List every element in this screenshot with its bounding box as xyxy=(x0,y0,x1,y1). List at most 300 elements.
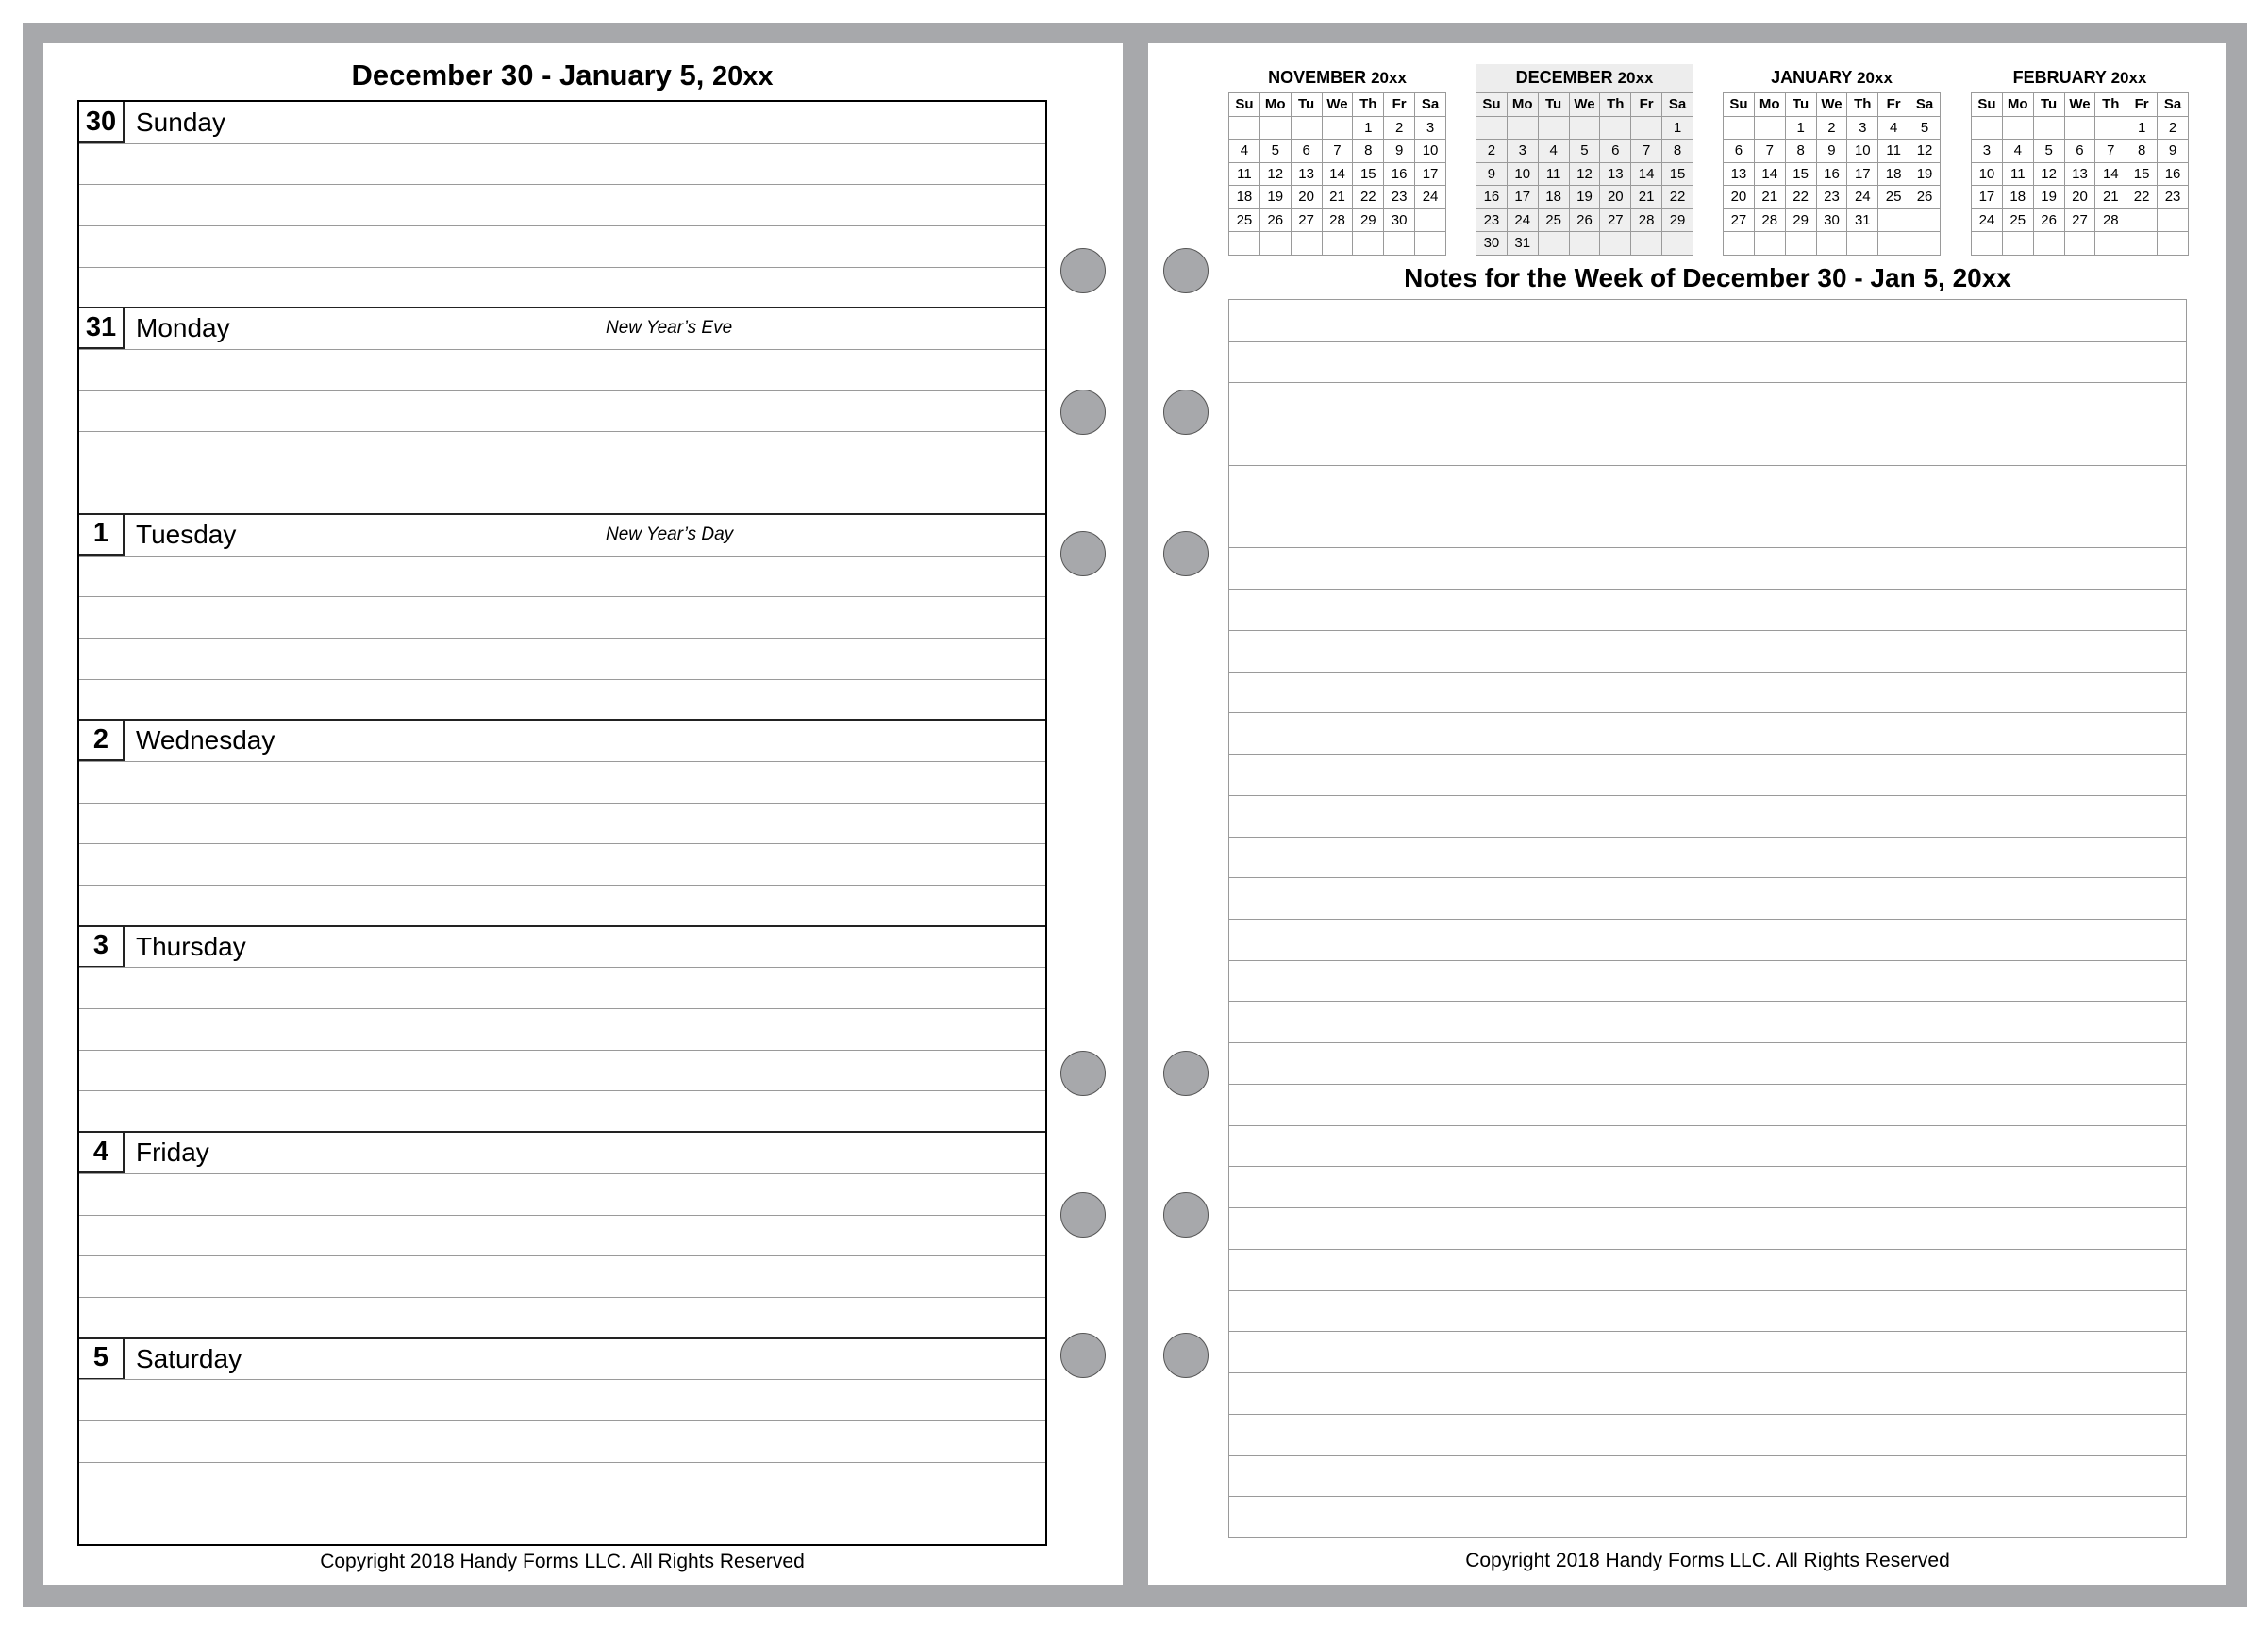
calendar-date-cell: 16 xyxy=(1816,162,1847,186)
calendar-date-cell: 18 xyxy=(1878,162,1909,186)
notes-line xyxy=(1229,672,2186,673)
writing-line xyxy=(79,143,1045,144)
calendar-date-cell xyxy=(2033,116,2064,140)
calendar-date-cell: 20 xyxy=(1600,186,1631,209)
calendar-date-cell: 1 xyxy=(1353,116,1384,140)
writing-line xyxy=(79,967,1045,968)
mini-calendar-month: FEBRUARY xyxy=(2012,68,2111,87)
notes-line xyxy=(1229,919,2186,920)
calendar-date-cell: 28 xyxy=(2095,208,2126,232)
calendar-date-cell: 23 xyxy=(1476,208,1508,232)
notes-line xyxy=(1229,1455,2186,1456)
calendar-date-cell: 27 xyxy=(1600,208,1631,232)
day-block[interactable] xyxy=(79,1132,1045,1337)
notes-line xyxy=(1229,589,2186,590)
calendar-date-cell: 22 xyxy=(1785,186,1816,209)
calendar-date-cell xyxy=(1909,208,1941,232)
calendar-date-cell xyxy=(1353,232,1384,256)
mini-calendar-month: JANUARY xyxy=(1771,68,1858,87)
calendar-date-cell: 4 xyxy=(1538,140,1569,163)
calendar-date-cell: 26 xyxy=(1909,186,1941,209)
mini-calendar-grid xyxy=(1476,92,1693,256)
calendar-date-cell: 27 xyxy=(1291,208,1322,232)
calendar-date-cell xyxy=(1909,232,1941,256)
calendar-date-cell: 21 xyxy=(1754,186,1785,209)
calendar-date-cell: 24 xyxy=(1415,186,1446,209)
day-block[interactable] xyxy=(79,720,1045,925)
weekday-header: Tu xyxy=(1785,93,1816,117)
calendar-date-cell: 7 xyxy=(1631,140,1662,163)
weekday-header: Tu xyxy=(1291,93,1322,117)
writing-line xyxy=(79,1462,1045,1463)
calendar-date-cell: 9 xyxy=(2158,140,2189,163)
calendar-date-cell: 6 xyxy=(1291,140,1322,163)
writing-line xyxy=(79,803,1045,804)
calendar-date-cell xyxy=(1291,232,1322,256)
ring-hole-icon xyxy=(1060,248,1106,293)
notes-line xyxy=(1229,754,2186,755)
calendar-date-cell: 31 xyxy=(1507,232,1538,256)
calendar-date-cell: 19 xyxy=(2033,186,2064,209)
mini-calendar-year: 20xx xyxy=(1371,69,1407,87)
day-number: 4 xyxy=(79,1132,125,1173)
calendar-date-cell: 26 xyxy=(2033,208,2064,232)
weekday-header: Su xyxy=(1972,93,2003,117)
mini-calendar-year: 20xx xyxy=(2110,69,2147,87)
notes-lined-area[interactable] xyxy=(1228,299,2187,1538)
notes-line xyxy=(1229,960,2186,961)
mini-calendar xyxy=(1723,64,1941,256)
calendar-date-cell xyxy=(2002,232,2033,256)
writing-line xyxy=(79,267,1045,268)
calendar-date-cell: 15 xyxy=(1662,162,1693,186)
calendar-date-cell: 1 xyxy=(2126,116,2158,140)
day-divider xyxy=(79,719,1045,721)
calendar-date-cell: 16 xyxy=(1476,186,1508,209)
calendar-date-cell: 29 xyxy=(1785,208,1816,232)
day-block[interactable] xyxy=(79,514,1045,720)
writing-line xyxy=(79,431,1045,432)
mini-calendar-grid xyxy=(1228,92,1446,256)
ring-hole-icon xyxy=(1163,248,1209,293)
calendar-date-cell: 5 xyxy=(1259,140,1291,163)
calendar-date-cell: 5 xyxy=(1569,140,1600,163)
weekday-header: Fr xyxy=(2126,93,2158,117)
calendar-date-cell xyxy=(2158,232,2189,256)
ring-hole-icon xyxy=(1060,1051,1106,1096)
weekday-header: Fr xyxy=(1878,93,1909,117)
calendar-date-cell: 15 xyxy=(1785,162,1816,186)
calendar-date-cell: 7 xyxy=(2095,140,2126,163)
calendar-date-cell: 17 xyxy=(1972,186,2003,209)
day-number: 3 xyxy=(79,926,125,968)
calendar-date-cell: 12 xyxy=(1569,162,1600,186)
calendar-date-cell: 12 xyxy=(1259,162,1291,186)
calendar-date-cell: 28 xyxy=(1631,208,1662,232)
day-divider xyxy=(79,513,1045,515)
calendar-date-cell: 29 xyxy=(1662,208,1693,232)
writing-line xyxy=(79,349,1045,350)
calendar-date-cell: 18 xyxy=(1538,186,1569,209)
calendar-date-cell: 11 xyxy=(1878,140,1909,163)
weekday-header: Th xyxy=(1600,93,1631,117)
ring-hole-icon xyxy=(1163,1051,1209,1096)
calendar-date-cell: 17 xyxy=(1507,186,1538,209)
weekday-header: Su xyxy=(1229,93,1260,117)
calendar-date-cell: 14 xyxy=(1631,162,1662,186)
calendar-date-cell: 3 xyxy=(1847,116,1878,140)
calendar-date-cell xyxy=(1878,232,1909,256)
notes-line xyxy=(1229,1414,2186,1415)
day-divider xyxy=(79,1131,1045,1133)
weekday-header: Mo xyxy=(1259,93,1291,117)
mini-calendar-title xyxy=(1971,64,2189,92)
day-divider xyxy=(79,925,1045,927)
day-block[interactable] xyxy=(79,307,1045,513)
calendar-date-cell: 19 xyxy=(1569,186,1600,209)
ring-hole-icon xyxy=(1163,1192,1209,1238)
calendar-date-cell xyxy=(1507,116,1538,140)
calendar-date-cell xyxy=(2033,232,2064,256)
mini-calendar-year: 20xx xyxy=(1857,69,1893,87)
weekday-header: Sa xyxy=(1662,93,1693,117)
calendar-date-cell: 28 xyxy=(1754,208,1785,232)
calendar-date-cell: 3 xyxy=(1972,140,2003,163)
holiday-label: New Year’s Day xyxy=(606,523,734,544)
calendar-date-cell: 26 xyxy=(1569,208,1600,232)
calendar-date-cell: 19 xyxy=(1909,162,1941,186)
calendar-date-cell: 9 xyxy=(1384,140,1415,163)
notes-line xyxy=(1229,630,2186,631)
calendar-date-cell: 2 xyxy=(2158,116,2189,140)
weekday-header: Mo xyxy=(2002,93,2033,117)
calendar-date-cell: 14 xyxy=(2095,162,2126,186)
notes-line xyxy=(1229,341,2186,342)
day-block[interactable] xyxy=(79,1338,1045,1544)
calendar-date-cell: 25 xyxy=(1878,186,1909,209)
calendar-date-cell: 15 xyxy=(2126,162,2158,186)
calendar-date-cell: 20 xyxy=(2064,186,2095,209)
writing-line xyxy=(79,1255,1045,1256)
weekday-header: Fr xyxy=(1384,93,1415,117)
writing-line xyxy=(79,556,1045,557)
weekday-header: Th xyxy=(1353,93,1384,117)
calendar-date-cell: 29 xyxy=(1353,208,1384,232)
calendar-date-cell: 16 xyxy=(1384,162,1415,186)
calendar-date-cell: 6 xyxy=(1600,140,1631,163)
notes-line xyxy=(1229,1125,2186,1126)
calendar-date-cell: 12 xyxy=(1909,140,1941,163)
mini-calendar-year: 20xx xyxy=(1617,69,1654,87)
calendar-date-cell: 3 xyxy=(1507,140,1538,163)
day-name: Wednesday xyxy=(136,725,275,756)
calendar-date-cell: 13 xyxy=(1724,162,1755,186)
writing-line xyxy=(79,596,1045,597)
calendar-date-cell: 7 xyxy=(1322,140,1353,163)
writing-line xyxy=(79,843,1045,844)
mini-calendar-title xyxy=(1228,64,1446,92)
calendar-date-cell: 23 xyxy=(1384,186,1415,209)
calendar-date-cell: 13 xyxy=(1291,162,1322,186)
calendar-date-cell xyxy=(1972,116,2003,140)
calendar-date-cell: 22 xyxy=(1662,186,1693,209)
calendar-date-cell: 4 xyxy=(1878,116,1909,140)
calendar-date-cell xyxy=(1972,232,2003,256)
calendar-date-cell: 30 xyxy=(1816,208,1847,232)
mini-calendar xyxy=(1476,64,1693,256)
calendar-date-cell: 23 xyxy=(2158,186,2189,209)
calendar-date-cell: 9 xyxy=(1816,140,1847,163)
calendar-date-cell: 14 xyxy=(1322,162,1353,186)
writing-line xyxy=(79,1050,1045,1051)
calendar-date-cell: 28 xyxy=(1322,208,1353,232)
calendar-date-cell: 6 xyxy=(2064,140,2095,163)
calendar-date-cell xyxy=(1569,232,1600,256)
calendar-date-cell: 24 xyxy=(1972,208,2003,232)
calendar-date-cell: 2 xyxy=(1816,116,1847,140)
weekday-header: We xyxy=(2064,93,2095,117)
notes-line xyxy=(1229,1042,2186,1043)
calendar-date-cell xyxy=(1662,232,1693,256)
weekday-header: Sa xyxy=(2158,93,2189,117)
ring-hole-icon xyxy=(1163,1333,1209,1378)
day-divider xyxy=(79,307,1045,308)
calendar-date-cell xyxy=(2126,208,2158,232)
weekday-header: Tu xyxy=(2033,93,2064,117)
weekday-header: We xyxy=(1816,93,1847,117)
ring-hole-icon xyxy=(1163,531,1209,576)
week-title xyxy=(77,58,1047,93)
calendar-date-cell: 9 xyxy=(1476,162,1508,186)
day-number: 5 xyxy=(79,1338,125,1380)
calendar-date-cell xyxy=(1724,116,1755,140)
calendar-date-cell: 30 xyxy=(1384,208,1415,232)
notes-line xyxy=(1229,465,2186,466)
calendar-date-cell: 17 xyxy=(1847,162,1878,186)
day-number: 31 xyxy=(79,307,125,349)
calendar-date-cell xyxy=(1322,232,1353,256)
weekday-header: Mo xyxy=(1507,93,1538,117)
calendar-date-cell xyxy=(2095,116,2126,140)
calendar-date-cell: 25 xyxy=(1229,208,1260,232)
mini-calendar-month: DECEMBER xyxy=(1515,68,1618,87)
calendar-date-cell xyxy=(2064,232,2095,256)
calendar-date-cell: 12 xyxy=(2033,162,2064,186)
calendar-date-cell xyxy=(1847,232,1878,256)
writing-line xyxy=(79,1008,1045,1009)
calendar-date-cell: 8 xyxy=(1353,140,1384,163)
calendar-date-cell: 18 xyxy=(2002,186,2033,209)
notes-line xyxy=(1229,1001,2186,1002)
calendar-date-cell xyxy=(2002,116,2033,140)
writing-line xyxy=(79,638,1045,639)
calendar-date-cell: 10 xyxy=(1415,140,1446,163)
writing-line xyxy=(79,1090,1045,1091)
weekday-header: Th xyxy=(1847,93,1878,117)
writing-line xyxy=(79,1297,1045,1298)
writing-line xyxy=(79,1379,1045,1380)
calendar-date-cell: 1 xyxy=(1662,116,1693,140)
weekday-header: Sa xyxy=(1909,93,1941,117)
calendar-date-cell: 22 xyxy=(1353,186,1384,209)
calendar-date-cell: 13 xyxy=(1600,162,1631,186)
weekday-header: Fr xyxy=(1631,93,1662,117)
day-number: 2 xyxy=(79,720,125,761)
calendar-date-cell: 11 xyxy=(1538,162,1569,186)
calendar-date-cell xyxy=(1631,232,1662,256)
calendar-date-cell: 11 xyxy=(1229,162,1260,186)
notes-line xyxy=(1229,1372,2186,1373)
calendar-date-cell: 19 xyxy=(1259,186,1291,209)
weekday-header: Sa xyxy=(1415,93,1446,117)
calendar-date-cell xyxy=(1322,116,1353,140)
ring-hole-icon xyxy=(1060,531,1106,576)
notes-line xyxy=(1229,1331,2186,1332)
writing-line xyxy=(79,679,1045,680)
calendar-date-cell xyxy=(1631,116,1662,140)
calendar-date-cell: 10 xyxy=(1847,140,1878,163)
week-title-year: 20xx xyxy=(712,61,774,91)
notes-title-text: Notes for the Week of December 30 - Jan 5, xyxy=(1404,263,1953,292)
mini-calendar-title xyxy=(1723,64,1941,92)
calendar-date-cell xyxy=(2158,208,2189,232)
notes-line xyxy=(1229,877,2186,878)
notes-line xyxy=(1229,795,2186,796)
weekday-header: Mo xyxy=(1754,93,1785,117)
day-number: 30 xyxy=(79,102,125,143)
weekday-header: Th xyxy=(2095,93,2126,117)
mini-calendar-grid xyxy=(1723,92,1941,256)
notes-line xyxy=(1229,382,2186,383)
calendar-date-cell: 17 xyxy=(1415,162,1446,186)
week-title-dates: December 30 - January 5, xyxy=(351,58,713,91)
calendar-date-cell xyxy=(2126,232,2158,256)
calendar-date-cell: 26 xyxy=(1259,208,1291,232)
calendar-date-cell: 1 xyxy=(1785,116,1816,140)
writing-line xyxy=(79,1215,1045,1216)
ring-hole-icon xyxy=(1163,390,1209,435)
weekday-header: Su xyxy=(1476,93,1508,117)
notes-title-year: 20xx xyxy=(1952,263,2011,292)
notes-line xyxy=(1229,1496,2186,1497)
calendar-date-cell xyxy=(1754,232,1785,256)
ring-hole-icon xyxy=(1060,1333,1106,1378)
writing-line xyxy=(79,184,1045,185)
calendar-date-cell xyxy=(2095,232,2126,256)
calendar-date-cell: 3 xyxy=(1415,116,1446,140)
calendar-date-cell xyxy=(1291,116,1322,140)
day-name: Sunday xyxy=(136,108,225,137)
notes-line xyxy=(1229,547,2186,548)
notes-line xyxy=(1229,712,2186,713)
calendar-date-cell: 21 xyxy=(1322,186,1353,209)
notes-line xyxy=(1229,1084,2186,1085)
calendar-date-cell: 14 xyxy=(1754,162,1785,186)
calendar-date-cell xyxy=(1384,232,1415,256)
calendar-date-cell: 22 xyxy=(2126,186,2158,209)
calendar-date-cell: 15 xyxy=(1353,162,1384,186)
weekday-header: We xyxy=(1322,93,1353,117)
writing-line xyxy=(79,1420,1045,1421)
day-name: Monday xyxy=(136,313,230,343)
writing-line xyxy=(79,225,1045,226)
day-name: Thursday xyxy=(136,931,246,961)
writing-line xyxy=(79,761,1045,762)
calendar-date-cell: 4 xyxy=(1229,140,1260,163)
calendar-date-cell xyxy=(2064,116,2095,140)
calendar-date-cell: 30 xyxy=(1476,232,1508,256)
weekly-day-grid xyxy=(77,100,1047,1546)
calendar-date-cell: 5 xyxy=(2033,140,2064,163)
calendar-date-cell xyxy=(1476,116,1508,140)
weekday-header: We xyxy=(1569,93,1600,117)
calendar-date-cell: 20 xyxy=(1724,186,1755,209)
right-copyright: Copyright 2018 Handy Forms LLC. All Rights Reserved xyxy=(1465,1550,1950,1571)
ring-hole-icon xyxy=(1060,390,1106,435)
calendar-date-cell: 4 xyxy=(2002,140,2033,163)
day-name: Saturday xyxy=(136,1343,242,1373)
notes-line xyxy=(1229,1290,2186,1291)
day-name: Friday xyxy=(136,1138,209,1168)
mini-calendar xyxy=(1228,64,1446,256)
ring-hole-icon xyxy=(1060,1192,1106,1238)
calendar-date-cell: 8 xyxy=(1785,140,1816,163)
calendar-date-cell xyxy=(1724,232,1755,256)
calendar-date-cell: 10 xyxy=(1972,162,2003,186)
mini-calendar-title xyxy=(1476,64,1693,92)
calendar-date-cell xyxy=(1538,232,1569,256)
calendar-date-cell: 6 xyxy=(1724,140,1755,163)
calendar-date-cell: 20 xyxy=(1291,186,1322,209)
mini-calendar-month: NOVEMBER xyxy=(1268,68,1372,87)
calendar-date-cell: 16 xyxy=(2158,162,2189,186)
calendar-date-cell: 25 xyxy=(2002,208,2033,232)
calendar-date-cell xyxy=(1816,232,1847,256)
notes-title xyxy=(1228,262,2187,294)
mini-calendar xyxy=(1971,64,2189,256)
day-block[interactable] xyxy=(79,102,1045,307)
notes-line xyxy=(1229,837,2186,838)
left-copyright: Copyright 2018 Handy Forms LLC. All Rights Reserved xyxy=(320,1551,805,1572)
calendar-date-cell xyxy=(1600,116,1631,140)
calendar-date-cell xyxy=(1754,116,1785,140)
writing-line xyxy=(79,1173,1045,1174)
weekday-header: Su xyxy=(1724,93,1755,117)
calendar-date-cell: 31 xyxy=(1847,208,1878,232)
calendar-date-cell xyxy=(1229,232,1260,256)
calendar-date-cell: 10 xyxy=(1507,162,1538,186)
calendar-date-cell: 2 xyxy=(1384,116,1415,140)
day-block[interactable] xyxy=(79,926,1045,1132)
day-name: Tuesday xyxy=(136,519,237,549)
writing-line xyxy=(79,885,1045,886)
day-number: 1 xyxy=(79,514,125,556)
calendar-date-cell xyxy=(1538,116,1569,140)
mini-calendar-grid xyxy=(1971,92,2189,256)
notes-line xyxy=(1229,1249,2186,1250)
calendar-date-cell: 21 xyxy=(1631,186,1662,209)
calendar-date-cell xyxy=(1785,232,1816,256)
calendar-date-cell xyxy=(1229,116,1260,140)
calendar-date-cell xyxy=(1259,232,1291,256)
calendar-date-cell: 11 xyxy=(2002,162,2033,186)
calendar-date-cell xyxy=(1600,232,1631,256)
writing-line xyxy=(79,390,1045,391)
calendar-date-cell xyxy=(1878,208,1909,232)
weekday-header: Tu xyxy=(1538,93,1569,117)
calendar-date-cell: 8 xyxy=(2126,140,2158,163)
calendar-date-cell: 8 xyxy=(1662,140,1693,163)
